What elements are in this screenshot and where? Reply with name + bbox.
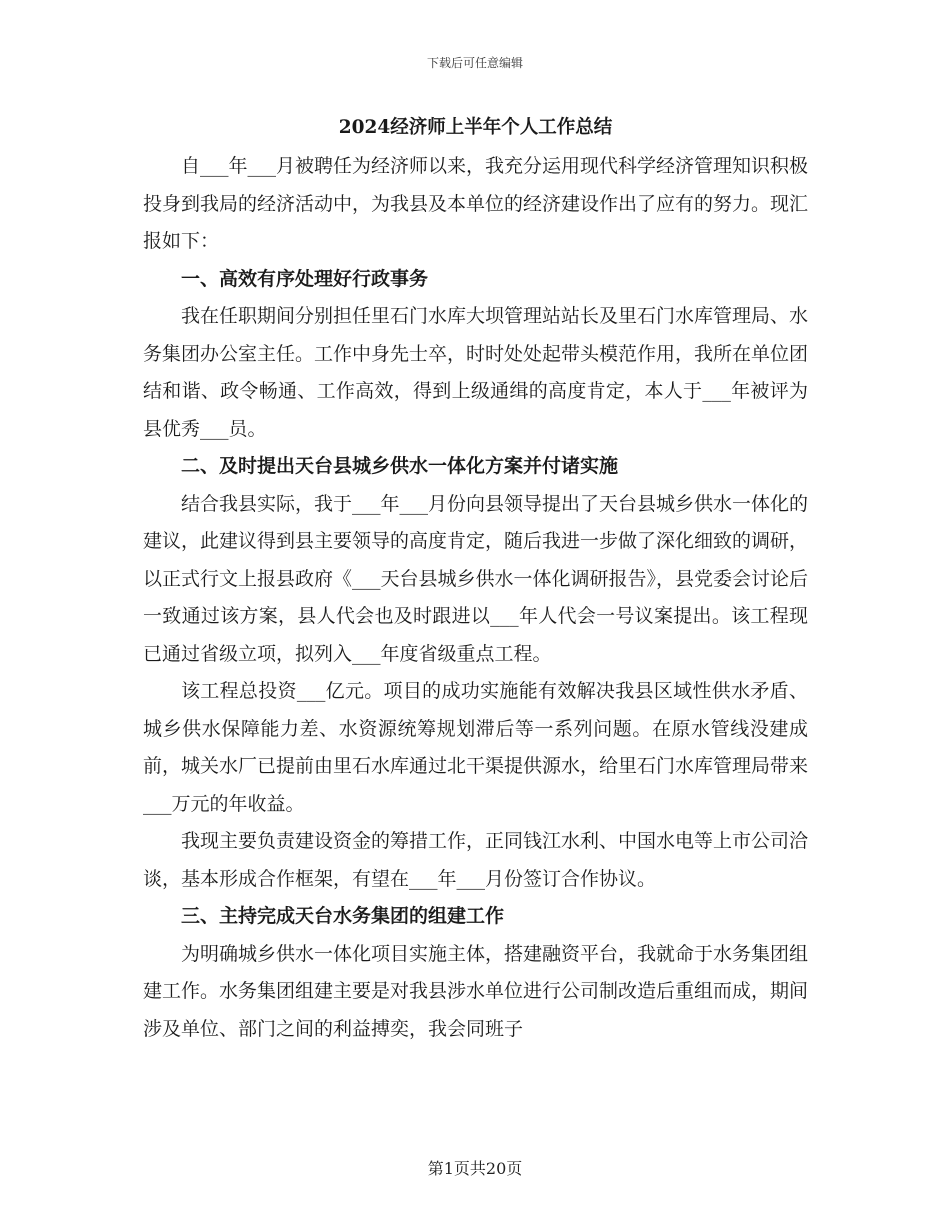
- page-number-footer: 第1页共20页: [427, 1159, 523, 1178]
- paragraph-section2-b: 该工程总投资___亿元。项目的成功实施能有效解决我县区域性供水矛盾、城乡供水保障能力差、水资源统筹规划滞后等一系列问题。在原水管线没建成前，城关水厂已提前由里石水库通过北干渠提供源水，给里石门水库管理局带来___万元的年收益。: [143, 680, 809, 815]
- paragraph-section1: 我在任职期间分别担任里石门水库大坝管理站站长及里石门水库管理局、水务集团办公室主任。工作中身先士卒，时时处处起带头模范作用，我所在单位团结和谐、政令畅通、工作高效，得到上级通缉的高度肯定，本人于___年被评为县优秀___员。: [143, 305, 809, 440]
- paragraph-section2-c: 我现主要负责建设资金的筹措工作，正同钱江水利、中国水电等上市公司洽谈，基本形成合作框架，有望在___年___月份签订合作协议。: [143, 830, 809, 890]
- section-heading-2: 二、及时提出天台县城乡供水一体化方案并付诸实施: [181, 455, 619, 477]
- document-body: [143, 110, 808, 1048]
- paragraph-section2-a: 结合我县实际，我于___年___月份向县领导提出了天台县城乡供水一体化的建议，此建议得到县主要领导的高度肯定，随后我进一步做了深化细致的调研，以正式行文上报县政府《___天台县城乡供水一体化调研报告》，县党委会讨论后一致通过该方案，县人代会也及时跟进以___年人代会一号议案提出。该工程现已通过省级立项，拟列入___年度省级重点工程。: [143, 492, 809, 665]
- document-title: 2024经济师上半年个人工作总结: [338, 117, 613, 138]
- section-heading-3: 三、主持完成天台水务集团的组建工作: [181, 905, 505, 927]
- paragraph-intro: 自___年___月被聘任为经济师以来，我充分运用现代科学经济管理知识积极投身到我局的经济活动中，为我县及本单位的经济建设作出了应有的努力。现汇报如下：: [143, 155, 809, 252]
- section-heading-1: 一、高效有序处理好行政事务: [181, 267, 429, 290]
- header-note: 下载后可任意编辑: [426, 56, 523, 70]
- paragraph-section3: 为明确城乡供水一体化项目实施主体，搭建融资平台，我就命于水务集团组建工作。水务集团组建主要是对我县涉水单位进行公司制改造后重组而成，期间涉及单位、部门之间的利益搏奕，我会同班子: [143, 942, 809, 1040]
